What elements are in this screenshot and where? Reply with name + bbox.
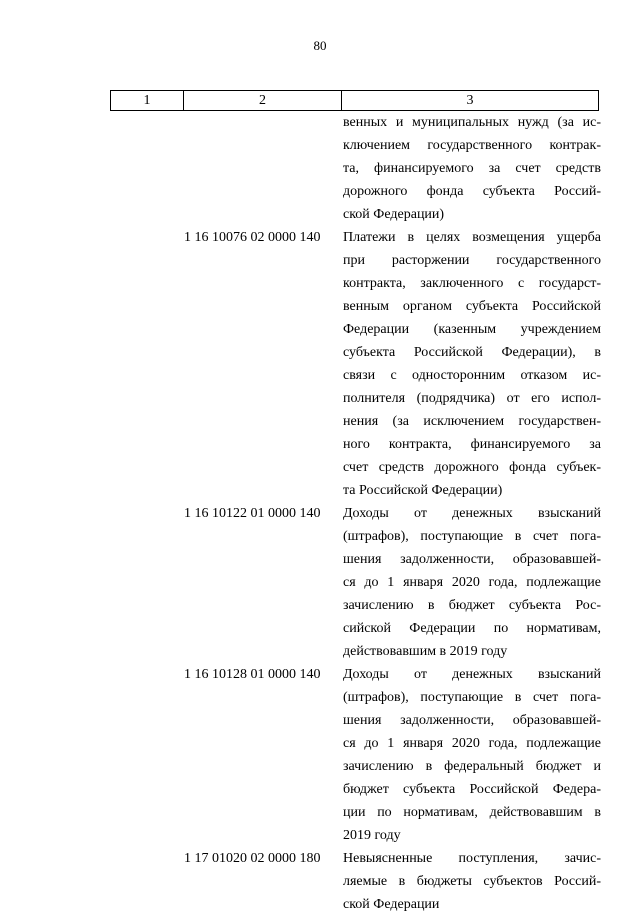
description-line: ской Федерации [343, 897, 440, 912]
description-line: венным органом субъекта Российской [343, 299, 601, 314]
table-row [0, 502, 640, 663]
description-line: Федерации (казенным учреждением [343, 322, 601, 337]
row-description [343, 111, 601, 226]
description-line: зачислению в федеральный бюджет и [343, 759, 601, 774]
description-line: венных и муниципальных нужд (за ис- [343, 115, 601, 130]
description-line: (штрафов), поступающие в счет пога- [343, 529, 601, 544]
table-row [0, 226, 640, 502]
table-body [0, 111, 640, 916]
column-header-3: 3 [466, 92, 474, 108]
description-line: бюджет субъекта Российской Федера- [343, 782, 601, 797]
description-line: Платежи в целях возмещения ущерба [343, 230, 601, 245]
description-line: ключением государственного контрак- [343, 138, 601, 153]
description-line: 2019 году [343, 828, 401, 843]
description-line: полнителя (подрядчика) от его испол- [343, 391, 601, 406]
description-line: зачислению в бюджет субъекта Рос- [343, 598, 601, 613]
budget-code: 1 16 10076 02 0000 140 [184, 230, 321, 245]
description-line: при расторжении государственного [343, 253, 601, 268]
description-line: сийской Федерации по нормативам, [343, 621, 601, 636]
description-line: субъекта Российской Федерации), в [343, 345, 601, 360]
description-line: ции по нормативам, действовавшим в [343, 805, 601, 820]
table-row [0, 847, 640, 916]
table-row [0, 111, 640, 226]
description-line: счет средств дорожного фонда субъек- [343, 460, 601, 475]
page-number: 80 [313, 38, 327, 53]
description-line: шения задолженности, образовавшей- [343, 713, 601, 728]
description-line: Доходы от денежных взысканий [343, 667, 601, 682]
description-line: ся до 1 января 2020 года, подлежащие [343, 736, 601, 751]
description-line: контракта, заключенного с государст- [343, 276, 601, 291]
description-line: ся до 1 января 2020 года, подлежащие [343, 575, 601, 590]
description-line: ской Федерации) [343, 207, 445, 222]
budget-code: 1 16 10122 01 0000 140 [184, 506, 321, 521]
description-line: связи с односторонним отказом ис- [343, 368, 601, 383]
row-description [343, 847, 601, 916]
row-description [343, 663, 601, 847]
budget-code: 1 16 10128 01 0000 140 [184, 667, 321, 682]
row-description [343, 502, 601, 663]
description-line: Невыясненные поступления, зачис- [343, 851, 601, 866]
description-line: ляемые в бюджеты субъектов Россий- [343, 874, 601, 889]
row-description [343, 226, 601, 502]
description-line: Доходы от денежных взысканий [343, 506, 601, 521]
description-line: шения задолженности, образовавшей- [343, 552, 601, 567]
column-header-2: 2 [184, 91, 342, 110]
description-line: та, финансируемого за счет средств [343, 161, 601, 176]
column-header-1: 1 [111, 91, 184, 110]
table-header [110, 90, 599, 111]
budget-code: 1 17 01020 02 0000 180 [184, 851, 321, 866]
description-line: (штрафов), поступающие в счет пога- [343, 690, 601, 705]
description-line: нения (за исключением государствен- [343, 414, 601, 429]
description-line: ного контракта, финансируемого за [343, 437, 601, 452]
description-line: дорожного фонда субъекта Россий- [343, 184, 601, 199]
table-row [0, 663, 640, 847]
description-line: действовавшим в 2019 году [343, 644, 508, 659]
description-line: та Российской Федерации) [343, 483, 503, 498]
